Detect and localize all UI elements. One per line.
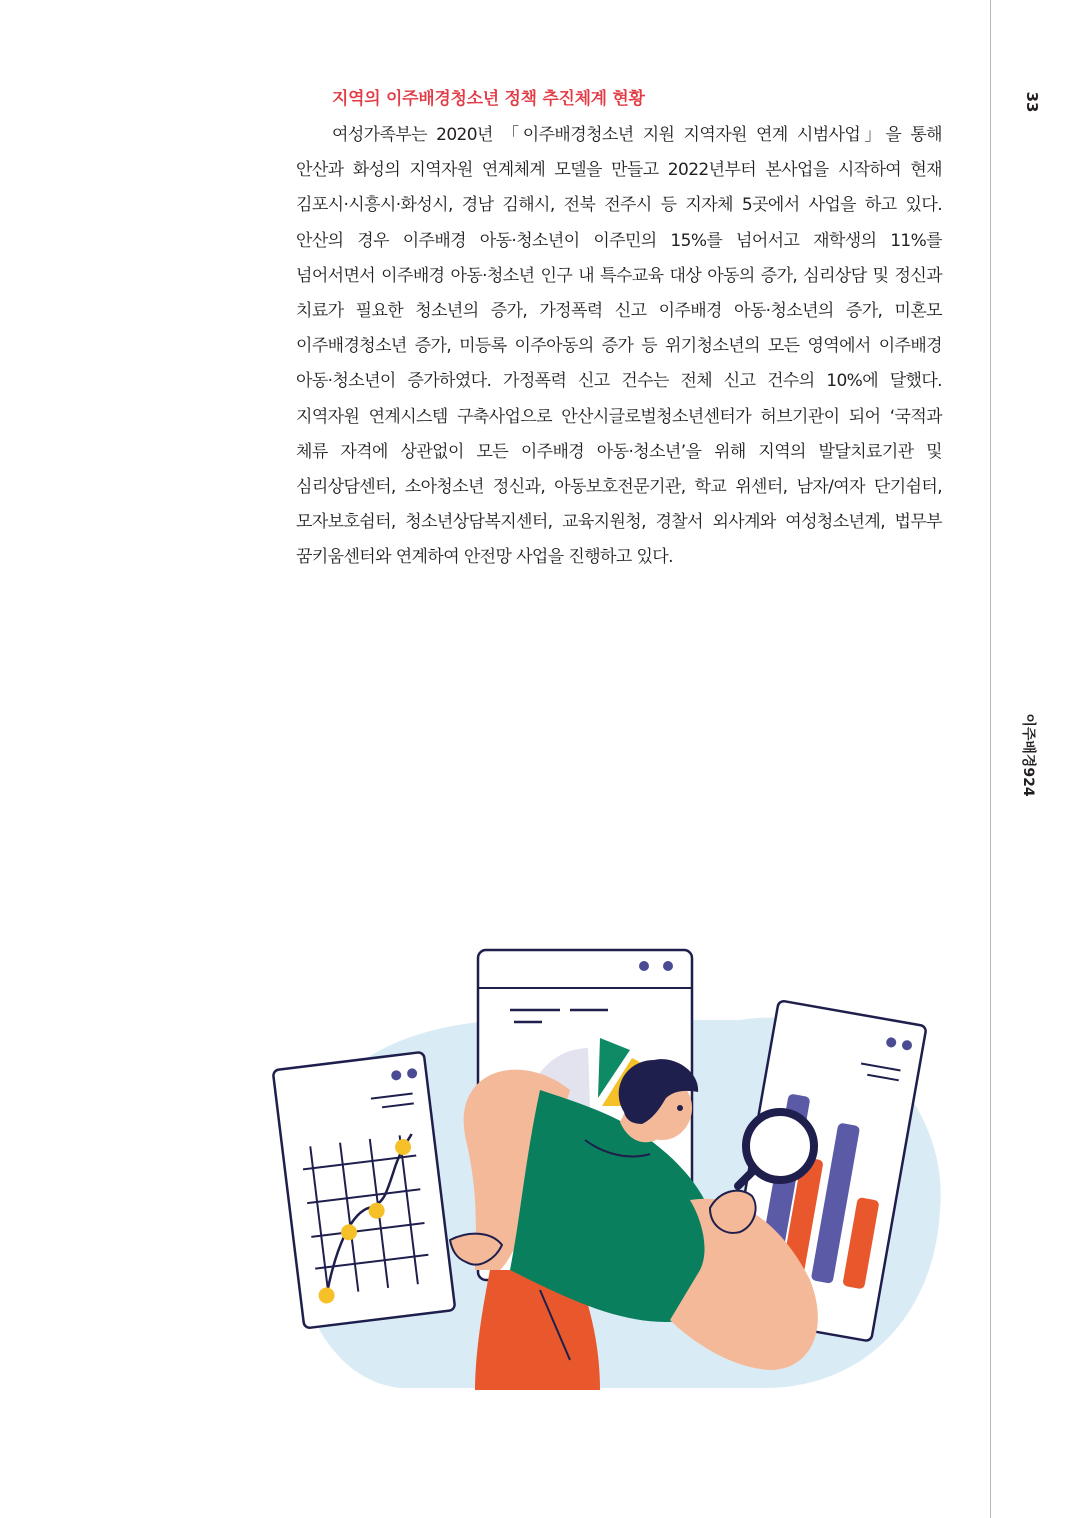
side-label: 이주배경924: [1020, 713, 1036, 797]
data-analysis-illustration: [270, 940, 950, 1400]
side-label-wrap: [1017, 685, 1039, 825]
section-title: 지역의 이주배경청소년 정책 추진체계 현황: [332, 89, 645, 109]
section-body-paragraph: 여성가족부는 2020년 「이주배경청소년 지원 지역자원 연계 시범사업」을 통해 안산과 화성의 지역자원 연계체계 모델을 만들고 2022년부터 본사업을 시작하여 현재 김포시·시흥시·화성시, 경남 김해시, 전북 전주시 등 지자체 5곳에서 사업을 하고 있다. 안산의 경우 이주배경 아동·청소년이 이주민의 15%를 넘어서고 재학생의 11%를 넘어서면서 이주배경 아동·청소년 인구 내 특수교육 대상 아동의 증가, 심리상담 및 정신과 치료가 필요한 청소년의 증가, 가정폭력 신고 이주배경 아동·청소년의 증가, 미혼모 이주배경청소년 증가, 미등록 이주아동의 증가 등 위기청소년의 모든 영역에서 이주배경 아동·청소년이 증가하였다. 가정폭력 신고 건수는 전체 신고 건수의 10%에 달했다. 지역자원 연계시스템 구축사업으로 안산시글로벌청소년센터가 허브기관이 되어 ‘국적과 체류 자격에 상관없이 모든 이주배경 아동·청소년’을 위해 지역의 발달치료기관 및 심리상담센터, 소아청소년 정신과, 아동보호전문기관, 학교 위센터, 남자/여자 단기쉼터, 모자보호쉼터, 청소년상담복지센터, 교육지원청, 경찰서 외사계와 여성청소년계, 법무부 꿈키움센터와 연계하여 안전망 사업을 진행하고 있다.: [296, 125, 942, 568]
margin-divider-line: [990, 0, 991, 1518]
main-content: [296, 84, 942, 576]
line-chart-card: [273, 1052, 456, 1329]
page-number: 33: [1023, 91, 1041, 113]
